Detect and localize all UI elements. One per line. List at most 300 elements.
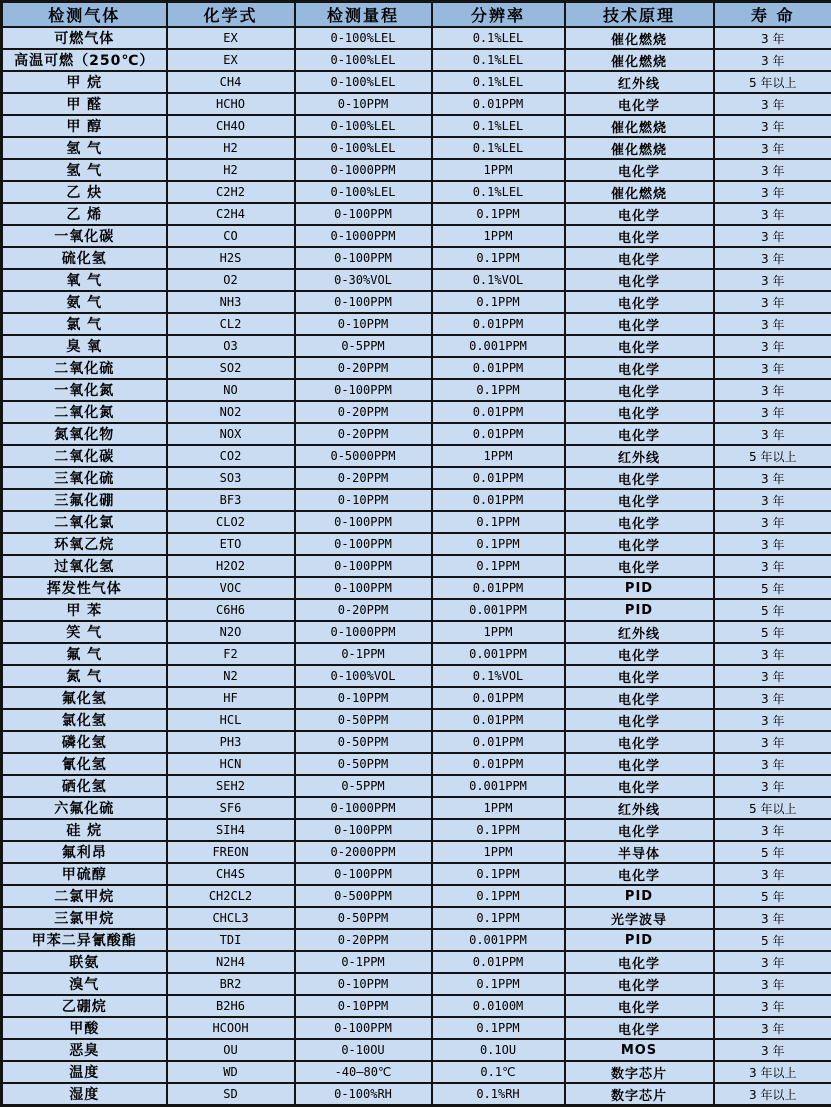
technology-cell: 催化燃烧 — [565, 49, 714, 71]
detection-range-cell: 0-50PPM — [295, 907, 432, 929]
resolution-cell: 0.01PPM — [432, 951, 565, 973]
gas-name-cell: 一氧化氮 — [2, 379, 167, 401]
table-row — [2, 115, 831, 137]
resolution-cell: 0.1%LEL — [432, 181, 565, 203]
chemical-formula-cell: BF3 — [167, 489, 295, 511]
chemical-formula-cell: C2H4 — [167, 203, 295, 225]
lifespan-cell: 3 年 — [714, 27, 831, 49]
gas-name-cell: 臭 氧 — [2, 335, 167, 357]
table-row — [2, 49, 831, 71]
table-row — [2, 313, 831, 335]
technology-cell: 电化学 — [565, 533, 714, 555]
technology-cell: 红外线 — [565, 71, 714, 93]
chemical-formula-cell: F2 — [167, 643, 295, 665]
gas-name-cell: 三氧化硫 — [2, 467, 167, 489]
table-row — [2, 929, 831, 951]
table-row — [2, 247, 831, 269]
technology-cell: 催化燃烧 — [565, 115, 714, 137]
gas-name-cell: 硒化氢 — [2, 775, 167, 797]
gas-name-cell: 甲 苯 — [2, 599, 167, 621]
technology-cell: 电化学 — [565, 643, 714, 665]
technology-cell: 电化学 — [565, 863, 714, 885]
chemical-formula-cell: SEH2 — [167, 775, 295, 797]
table-row — [2, 687, 831, 709]
technology-cell: 红外线 — [565, 445, 714, 467]
gas-name-cell: 氮 气 — [2, 665, 167, 687]
table-row — [2, 423, 831, 445]
chemical-formula-cell: CH2CL2 — [167, 885, 295, 907]
chemical-formula-cell: CH4O — [167, 115, 295, 137]
lifespan-cell: 5 年 — [714, 929, 831, 951]
table-row — [2, 863, 831, 885]
gas-name-cell: 乙 烯 — [2, 203, 167, 225]
table-row — [2, 841, 831, 863]
gas-name-cell: 三氯甲烷 — [2, 907, 167, 929]
chemical-formula-cell: HCOOH — [167, 1017, 295, 1039]
table-row — [2, 731, 831, 753]
gas-name-cell: 磷化氢 — [2, 731, 167, 753]
lifespan-cell: 3 年 — [714, 203, 831, 225]
detection-range-cell: 0-10OU — [295, 1039, 432, 1061]
gas-name-cell: 溴气 — [2, 973, 167, 995]
table-row — [2, 643, 831, 665]
lifespan-cell: 3 年 — [714, 489, 831, 511]
technology-cell: 电化学 — [565, 511, 714, 533]
detection-range-cell: 0-20PPM — [295, 929, 432, 951]
resolution-cell: 0.01PPM — [432, 401, 565, 423]
lifespan-cell: 5 年 — [714, 577, 831, 599]
chemical-formula-cell: SD — [167, 1083, 295, 1106]
table-row — [2, 621, 831, 643]
detection-range-cell: 0-5PPM — [295, 335, 432, 357]
resolution-cell: 0.001PPM — [432, 775, 565, 797]
detection-range-cell: 0-100%LEL — [295, 27, 432, 49]
lifespan-cell: 3 年 — [714, 181, 831, 203]
resolution-cell: 0.01PPM — [432, 753, 565, 775]
chemical-formula-cell: CO — [167, 225, 295, 247]
detection-range-cell: 0-10PPM — [295, 995, 432, 1017]
detection-range-cell: 0-1000PPM — [295, 621, 432, 643]
chemical-formula-cell: B2H6 — [167, 995, 295, 1017]
resolution-cell: 0.1OU — [432, 1039, 565, 1061]
chemical-formula-cell: C2H2 — [167, 181, 295, 203]
chemical-formula-cell: NH3 — [167, 291, 295, 313]
gas-name-cell: 二氧化氮 — [2, 401, 167, 423]
lifespan-cell: 5 年以上 — [714, 445, 831, 467]
gas-name-cell: 环氧乙烷 — [2, 533, 167, 555]
chemical-formula-cell: CHCL3 — [167, 907, 295, 929]
technology-cell: 电化学 — [565, 203, 714, 225]
chemical-formula-cell: CL2 — [167, 313, 295, 335]
detection-range-cell: 0-100PPM — [295, 577, 432, 599]
resolution-cell: 0.1PPM — [432, 907, 565, 929]
table-row — [2, 709, 831, 731]
lifespan-cell: 3 年 — [714, 269, 831, 291]
chemical-formula-cell: HCL — [167, 709, 295, 731]
resolution-cell: 0.001PPM — [432, 599, 565, 621]
chemical-formula-cell: CO2 — [167, 445, 295, 467]
gas-name-cell: 氰化氢 — [2, 753, 167, 775]
gas-name-cell: 乙硼烷 — [2, 995, 167, 1017]
resolution-cell: 0.01PPM — [432, 687, 565, 709]
column-header: 技术原理 — [565, 2, 714, 28]
table-row — [2, 753, 831, 775]
detection-range-cell: 0-100%LEL — [295, 115, 432, 137]
technology-cell: 催化燃烧 — [565, 137, 714, 159]
technology-cell: PID — [565, 599, 714, 621]
chemical-formula-cell: EX — [167, 49, 295, 71]
detection-range-cell: 0-5000PPM — [295, 445, 432, 467]
resolution-cell: 0.01PPM — [432, 731, 565, 753]
lifespan-cell: 3 年 — [714, 731, 831, 753]
resolution-cell: 0.01PPM — [432, 93, 565, 115]
table-row — [2, 335, 831, 357]
table-row — [2, 907, 831, 929]
technology-cell: 催化燃烧 — [565, 27, 714, 49]
technology-cell: 数字芯片 — [565, 1083, 714, 1106]
lifespan-cell: 3 年 — [714, 555, 831, 577]
detection-range-cell: 0-10PPM — [295, 313, 432, 335]
chemical-formula-cell: C6H6 — [167, 599, 295, 621]
resolution-cell: 0.1PPM — [432, 247, 565, 269]
detection-range-cell: 0-5PPM — [295, 775, 432, 797]
gas-name-cell: 二氧化硫 — [2, 357, 167, 379]
detection-range-cell: 0-100PPM — [295, 291, 432, 313]
table-row — [2, 93, 831, 115]
chemical-formula-cell: TDI — [167, 929, 295, 951]
chemical-formula-cell: H2 — [167, 159, 295, 181]
table-row — [2, 225, 831, 247]
technology-cell: 电化学 — [565, 819, 714, 841]
detection-range-cell: 0-50PPM — [295, 709, 432, 731]
lifespan-cell: 3 年 — [714, 995, 831, 1017]
resolution-cell: 0.01PPM — [432, 489, 565, 511]
table-row — [2, 401, 831, 423]
detection-range-cell: 0-20PPM — [295, 467, 432, 489]
technology-cell: 电化学 — [565, 159, 714, 181]
lifespan-cell: 3 年 — [714, 907, 831, 929]
technology-cell: 电化学 — [565, 423, 714, 445]
table-body — [2, 27, 831, 1106]
detection-range-cell: 0-10PPM — [295, 973, 432, 995]
technology-cell: 电化学 — [565, 401, 714, 423]
gas-name-cell: 过氧化氢 — [2, 555, 167, 577]
gas-name-cell: 甲 醛 — [2, 93, 167, 115]
lifespan-cell: 3 年 — [714, 709, 831, 731]
resolution-cell: 1PPM — [432, 445, 565, 467]
resolution-cell: 0.001PPM — [432, 643, 565, 665]
column-header: 检测量程 — [295, 2, 432, 28]
resolution-cell: 0.1℃ — [432, 1061, 565, 1083]
detection-range-cell: 0-50PPM — [295, 753, 432, 775]
table-row — [2, 885, 831, 907]
technology-cell: PID — [565, 929, 714, 951]
resolution-cell: 0.1PPM — [432, 533, 565, 555]
table-row — [2, 1039, 831, 1061]
gas-name-cell: 氟利昂 — [2, 841, 167, 863]
technology-cell: MOS — [565, 1039, 714, 1061]
detection-range-cell: 0-10PPM — [295, 489, 432, 511]
resolution-cell: 1PPM — [432, 841, 565, 863]
lifespan-cell: 3 年 — [714, 511, 831, 533]
lifespan-cell: 5 年以上 — [714, 797, 831, 819]
detection-range-cell: 0-10PPM — [295, 687, 432, 709]
table-row — [2, 599, 831, 621]
resolution-cell: 0.1%VOL — [432, 665, 565, 687]
lifespan-cell: 3 年 — [714, 1017, 831, 1039]
lifespan-cell: 3 年 — [714, 665, 831, 687]
resolution-cell: 0.1PPM — [432, 379, 565, 401]
chemical-formula-cell: SIH4 — [167, 819, 295, 841]
detection-range-cell: 0-100PPM — [295, 203, 432, 225]
table-row — [2, 269, 831, 291]
gas-name-cell: 三氟化硼 — [2, 489, 167, 511]
technology-cell: PID — [565, 577, 714, 599]
detection-range-cell: 0-100%VOL — [295, 665, 432, 687]
table-row — [2, 973, 831, 995]
resolution-cell: 0.1%VOL — [432, 269, 565, 291]
chemical-formula-cell: CH4S — [167, 863, 295, 885]
technology-cell: 红外线 — [565, 797, 714, 819]
technology-cell: 电化学 — [565, 225, 714, 247]
chemical-formula-cell: HF — [167, 687, 295, 709]
resolution-cell: 0.1PPM — [432, 555, 565, 577]
resolution-cell: 0.1%LEL — [432, 137, 565, 159]
resolution-cell: 1PPM — [432, 225, 565, 247]
resolution-cell: 0.0100M — [432, 995, 565, 1017]
lifespan-cell: 3 年 — [714, 401, 831, 423]
chemical-formula-cell: O2 — [167, 269, 295, 291]
table-row — [2, 489, 831, 511]
lifespan-cell: 3 年 — [714, 335, 831, 357]
table-row — [2, 665, 831, 687]
lifespan-cell: 3 年 — [714, 951, 831, 973]
chemical-formula-cell: ETO — [167, 533, 295, 555]
chemical-formula-cell: CH4 — [167, 71, 295, 93]
technology-cell: 电化学 — [565, 379, 714, 401]
column-header: 寿 命 — [714, 2, 831, 28]
gas-name-cell: 挥发性气体 — [2, 577, 167, 599]
technology-cell: 红外线 — [565, 621, 714, 643]
resolution-cell: 0.01PPM — [432, 423, 565, 445]
lifespan-cell: 3 年以上 — [714, 1061, 831, 1083]
chemical-formula-cell: N2H4 — [167, 951, 295, 973]
chemical-formula-cell: NO2 — [167, 401, 295, 423]
detection-range-cell: 0-100%LEL — [295, 137, 432, 159]
technology-cell: 电化学 — [565, 995, 714, 1017]
chemical-formula-cell: O3 — [167, 335, 295, 357]
chemical-formula-cell: VOC — [167, 577, 295, 599]
gas-name-cell: 甲 醇 — [2, 115, 167, 137]
chemical-formula-cell: H2 — [167, 137, 295, 159]
gas-name-cell: 氢 气 — [2, 137, 167, 159]
lifespan-cell: 5 年以上 — [714, 71, 831, 93]
resolution-cell: 0.01PPM — [432, 709, 565, 731]
resolution-cell: 0.01PPM — [432, 577, 565, 599]
lifespan-cell: 3 年 — [714, 159, 831, 181]
resolution-cell: 0.1PPM — [432, 819, 565, 841]
lifespan-cell: 3 年 — [714, 423, 831, 445]
technology-cell: 电化学 — [565, 687, 714, 709]
technology-cell: 电化学 — [565, 313, 714, 335]
technology-cell: 电化学 — [565, 93, 714, 115]
gas-name-cell: 硫化氢 — [2, 247, 167, 269]
table-row — [2, 577, 831, 599]
table-row — [2, 379, 831, 401]
technology-cell: 电化学 — [565, 731, 714, 753]
table-row — [2, 995, 831, 1017]
chemical-formula-cell: PH3 — [167, 731, 295, 753]
gas-name-cell: 恶臭 — [2, 1039, 167, 1061]
lifespan-cell: 3 年 — [714, 93, 831, 115]
detection-range-cell: 0-1PPM — [295, 951, 432, 973]
lifespan-cell: 3 年 — [714, 291, 831, 313]
gas-name-cell: 甲苯二异氰酸酯 — [2, 929, 167, 951]
table-row — [2, 159, 831, 181]
resolution-cell: 0.1PPM — [432, 863, 565, 885]
gas-name-cell: 氧 气 — [2, 269, 167, 291]
resolution-cell: 0.1PPM — [432, 511, 565, 533]
resolution-cell: 0.1PPM — [432, 1017, 565, 1039]
detection-range-cell: 0-500PPM — [295, 885, 432, 907]
technology-cell: 电化学 — [565, 467, 714, 489]
detection-range-cell: -40—80℃ — [295, 1061, 432, 1083]
table-row — [2, 467, 831, 489]
resolution-cell: 0.1%LEL — [432, 49, 565, 71]
column-header: 检测气体 — [2, 2, 167, 28]
gas-name-cell: 氨 气 — [2, 291, 167, 313]
chemical-formula-cell: H2O2 — [167, 555, 295, 577]
technology-cell: 光学波导 — [565, 907, 714, 929]
chemical-formula-cell: WD — [167, 1061, 295, 1083]
detection-range-cell: 0-20PPM — [295, 423, 432, 445]
detection-range-cell: 0-100PPM — [295, 555, 432, 577]
chemical-formula-cell: NO — [167, 379, 295, 401]
lifespan-cell: 3 年 — [714, 467, 831, 489]
detection-range-cell: 0-1000PPM — [295, 159, 432, 181]
table-row — [2, 555, 831, 577]
technology-cell: 电化学 — [565, 247, 714, 269]
gas-name-cell: 一氧化碳 — [2, 225, 167, 247]
chemical-formula-cell: SO2 — [167, 357, 295, 379]
technology-cell: 电化学 — [565, 269, 714, 291]
gas-name-cell: 二氯甲烷 — [2, 885, 167, 907]
lifespan-cell: 3 年 — [714, 775, 831, 797]
chemical-formula-cell: N2 — [167, 665, 295, 687]
resolution-cell: 1PPM — [432, 621, 565, 643]
resolution-cell: 0.1%RH — [432, 1083, 565, 1106]
technology-cell: 电化学 — [565, 291, 714, 313]
technology-cell: 半导体 — [565, 841, 714, 863]
detection-range-cell: 0-1000PPM — [295, 797, 432, 819]
detection-range-cell: 0-10PPM — [295, 93, 432, 115]
lifespan-cell: 3 年 — [714, 533, 831, 555]
table-row — [2, 1017, 831, 1039]
technology-cell: PID — [565, 885, 714, 907]
table-row — [2, 797, 831, 819]
lifespan-cell: 5 年 — [714, 599, 831, 621]
lifespan-cell: 3 年 — [714, 819, 831, 841]
column-header: 分辨率 — [432, 2, 565, 28]
gas-name-cell: 氟 气 — [2, 643, 167, 665]
resolution-cell: 0.01PPM — [432, 467, 565, 489]
table-row — [2, 291, 831, 313]
resolution-cell: 1PPM — [432, 797, 565, 819]
lifespan-cell: 3 年 — [714, 225, 831, 247]
table-row — [2, 1061, 831, 1083]
gas-name-cell: 乙 炔 — [2, 181, 167, 203]
lifespan-cell: 3 年 — [714, 1039, 831, 1061]
resolution-cell: 0.001PPM — [432, 335, 565, 357]
resolution-cell: 0.01PPM — [432, 357, 565, 379]
chemical-formula-cell: EX — [167, 27, 295, 49]
gas-name-cell: 氯 气 — [2, 313, 167, 335]
gas-name-cell: 硅 烷 — [2, 819, 167, 841]
table-row — [2, 445, 831, 467]
chemical-formula-cell: CLO2 — [167, 511, 295, 533]
technology-cell: 电化学 — [565, 775, 714, 797]
chemical-formula-cell: HCN — [167, 753, 295, 775]
chemical-formula-cell: FREON — [167, 841, 295, 863]
table-row — [2, 27, 831, 49]
resolution-cell: 1PPM — [432, 159, 565, 181]
resolution-cell: 0.001PPM — [432, 929, 565, 951]
chemical-formula-cell: HCHO — [167, 93, 295, 115]
lifespan-cell: 3 年 — [714, 643, 831, 665]
chemical-formula-cell: H2S — [167, 247, 295, 269]
detection-range-cell: 0-100PPM — [295, 533, 432, 555]
gas-name-cell: 湿度 — [2, 1083, 167, 1106]
gas-name-cell: 甲酸 — [2, 1017, 167, 1039]
detection-range-cell: 0-20PPM — [295, 599, 432, 621]
resolution-cell: 0.1PPM — [432, 291, 565, 313]
column-header: 化学式 — [167, 2, 295, 28]
chemical-formula-cell: SF6 — [167, 797, 295, 819]
detection-range-cell: 0-100PPM — [295, 511, 432, 533]
gas-name-cell: 六氟化硫 — [2, 797, 167, 819]
resolution-cell: 0.1%LEL — [432, 115, 565, 137]
gas-name-cell: 高温可燃（250℃） — [2, 49, 167, 71]
detection-range-cell: 0-20PPM — [295, 357, 432, 379]
detection-range-cell: 0-100PPM — [295, 379, 432, 401]
technology-cell: 电化学 — [565, 753, 714, 775]
detection-range-cell: 0-50PPM — [295, 731, 432, 753]
lifespan-cell: 3 年 — [714, 379, 831, 401]
gas-name-cell: 氯化氢 — [2, 709, 167, 731]
chemical-formula-cell: SO3 — [167, 467, 295, 489]
header-row — [2, 2, 831, 28]
technology-cell: 电化学 — [565, 555, 714, 577]
technology-cell: 电化学 — [565, 665, 714, 687]
gas-name-cell: 甲 烷 — [2, 71, 167, 93]
chemical-formula-cell: OU — [167, 1039, 295, 1061]
lifespan-cell: 3 年 — [714, 753, 831, 775]
table-row — [2, 819, 831, 841]
gas-name-cell: 甲硫醇 — [2, 863, 167, 885]
lifespan-cell: 3 年 — [714, 313, 831, 335]
gas-name-cell: 温度 — [2, 1061, 167, 1083]
technology-cell: 电化学 — [565, 709, 714, 731]
lifespan-cell: 5 年 — [714, 841, 831, 863]
resolution-cell: 0.1PPM — [432, 203, 565, 225]
detection-range-cell: 0-100PPM — [295, 1017, 432, 1039]
gas-name-cell: 可燃气体 — [2, 27, 167, 49]
table-row — [2, 137, 831, 159]
resolution-cell: 0.1PPM — [432, 973, 565, 995]
technology-cell: 电化学 — [565, 357, 714, 379]
table-row — [2, 951, 831, 973]
detection-range-cell: 0-1PPM — [295, 643, 432, 665]
